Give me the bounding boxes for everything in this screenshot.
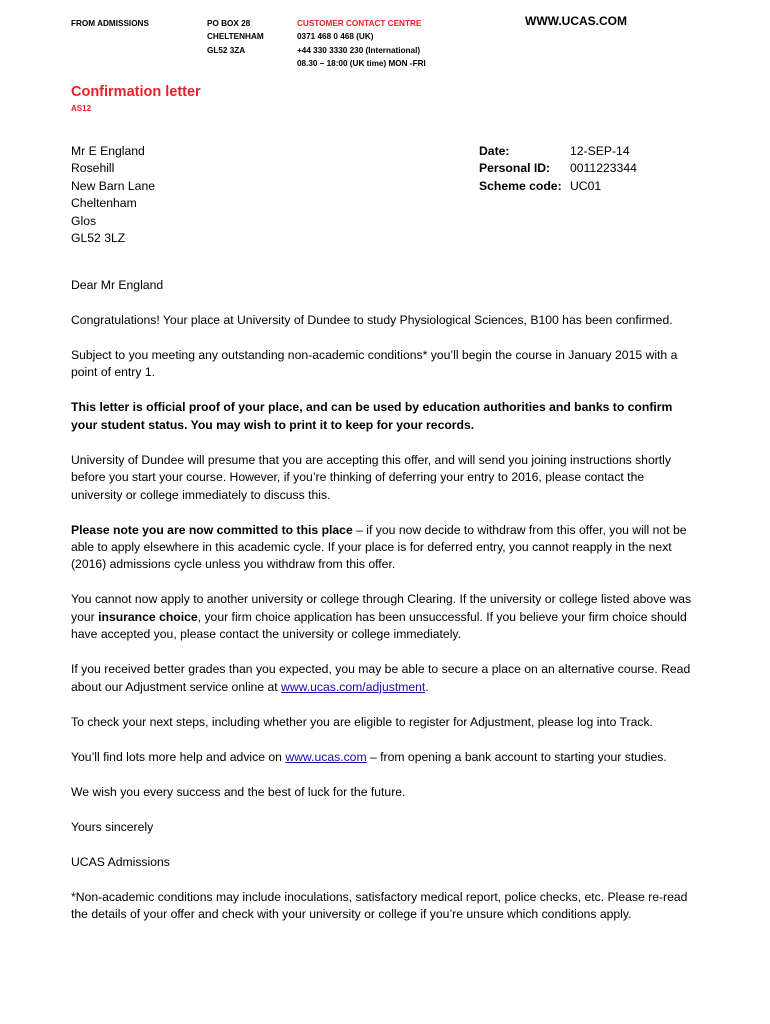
scheme-code-value: UC01 — [570, 178, 602, 193]
official-proof-text: This letter is official proof of your place, and can be used by education authorities and banks to confirm your student status. You may wish to print it to keep for your records. — [71, 400, 673, 432]
personal-id-value: 0011223344 — [570, 161, 637, 176]
adjustment-link[interactable]: www.ucas.com/adjustment — [281, 679, 426, 694]
recipient-line: New Barn Lane — [71, 178, 156, 193]
recipient-line: Rosehill — [71, 161, 115, 176]
scheme-code-label: Scheme code: — [479, 178, 562, 193]
recipient-line: Mr E England — [71, 144, 145, 158]
scheme-code-row — [479, 178, 637, 195]
salutation: Dear Mr England — [71, 278, 164, 292]
clearing-text: You cannot now apply to another university or college through Clearing. If the university or college listed above was your — [71, 592, 692, 624]
help-text-end: – from opening a bank account to starting your studies. — [366, 749, 667, 764]
letter-body — [71, 277, 696, 941]
address-line: GL52 3ZA — [207, 45, 246, 55]
address-line: PO BOX 28 — [207, 19, 251, 28]
paragraph-next-steps: To check your next steps, including whether you are eligible to register for Adjustment, please log into Track. — [71, 714, 653, 729]
clearing-text-end: , your firm choice application has been unsuccessful. If you believe your firm choice should have accepted you, please contact the university or college immediately. — [71, 609, 687, 642]
committed-text: – if you now decide to withdraw from this offer, you will not be able to apply elsewhere in this academic cycle. If your place is for deferred entry, you cannot reapply in the next (2016) admissions cycle unless you withdraw from this offer. — [71, 522, 687, 572]
postal-address — [207, 17, 264, 57]
date-label: Date: — [479, 144, 510, 158]
personal-id-row — [479, 160, 637, 177]
paragraph-official-proof — [71, 399, 696, 434]
ucas-website-link[interactable]: www.ucas.com — [285, 749, 367, 764]
contact-centre-title: CUSTOMER CONTACT CENTRE — [297, 19, 422, 28]
recipient-line: GL52 3LZ — [71, 231, 126, 246]
recipient-line: Glos — [71, 213, 97, 228]
letter-reference: AS12 — [71, 104, 92, 113]
recipient-line: Cheltenham — [71, 196, 137, 211]
closing: Yours sincerely — [71, 819, 154, 834]
personal-id-label: Personal ID: — [479, 161, 551, 176]
date-value: 12-SEP-14 — [570, 144, 630, 158]
help-text: You’ll find lots more help and advice on — [71, 749, 286, 764]
letter-title: Confirmation letter — [71, 84, 201, 100]
letter-meta — [479, 143, 637, 195]
paragraph-wishes: We wish you every success and the best of luck for the future. — [71, 784, 406, 799]
sender-label — [71, 17, 149, 30]
signature: UCAS Admissions — [71, 854, 170, 869]
paragraph-clearing — [71, 591, 696, 643]
paragraph-help — [71, 749, 696, 766]
adjustment-text: If you received better grades than you expected, you may be able to secure a place on an alternative course. Read about our Adjustment service online at — [71, 662, 691, 694]
paragraph-committed — [71, 522, 696, 574]
insurance-choice-text: insurance choice — [98, 609, 198, 624]
contact-line: 08.30 – 18:00 (UK time) MON -FRI — [297, 58, 426, 68]
committed-bold-text: Please note you are now committed to this place — [71, 522, 353, 537]
address-line: CHELTENHAM — [207, 32, 264, 42]
paragraph-adjustment — [71, 661, 696, 696]
from-admissions-text: FROM ADMISSIONS — [71, 19, 149, 28]
paragraph-deferral: University of Dundee will presume that you are accepting this offer, and will send you joining instructions shortly before you start your course. However, if you’re thinking of deferring your entry to 2016, please contact the university or college immediately to discuss this. — [71, 452, 671, 502]
paragraph-conditions: Subject to you meeting any outstanding non-academic conditions* you’ll begin the course in January 2015 with a point of entry 1. — [71, 348, 678, 380]
contact-line: 0371 468 0 468 (UK) — [297, 32, 374, 42]
website-header: WWW.UCAS.COM — [525, 14, 627, 28]
date-row — [479, 143, 637, 160]
paragraph-congratulations: Congratulations! Your place at University of Dundee to study Physiological Sciences, B100 has been confirmed. — [71, 313, 673, 327]
adjustment-text-end: . — [425, 679, 429, 694]
contact-line: +44 330 3330 230 (International) — [297, 45, 421, 55]
contact-centre — [297, 17, 426, 70]
footnote: *Non-academic conditions may include inoculations, satisfactory medical report, police checks, etc. Please re-read the details of your offer and check with your university or college if you’re unsure which conditions apply. — [71, 889, 688, 922]
recipient-address — [71, 143, 155, 247]
